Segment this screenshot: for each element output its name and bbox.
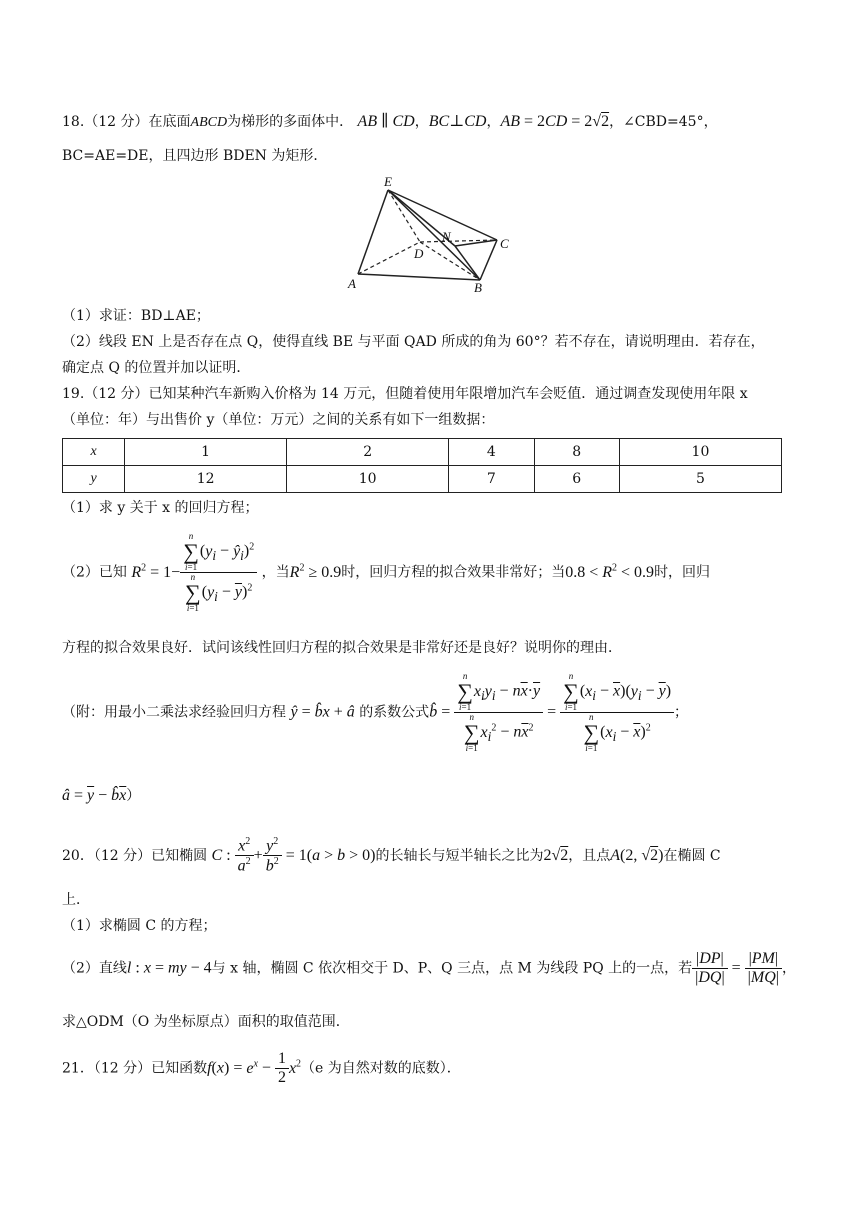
q20-part2: （2）直线l : x = my − 4与 x 轴，椭圆 C 依次相交于 D、P、Q 三点，点 M 为线段 PQ 上的一点，若 $\frac{|DP|}{|DQ|}$ = $\frac{|PM|}{|MQ|}$ ，: [62, 950, 796, 986]
q19-part2-line2: 方程的拟合效果良好．试问该线性回归方程的拟合效果是非常好还是良好？说明你的理由．: [62, 640, 622, 656]
data-table: [62, 438, 782, 493]
figure-label-n: N: [442, 229, 451, 244]
q20-line2: 上．: [62, 892, 90, 908]
q21-line1: 21．（12 分）已知函数$f(x) = e^x$ − $\frac{1}{2}$ $x^2(e$ 为自然对数的底数）．: [62, 1050, 461, 1086]
q19-part1: （1）求 y 关于 x 的回归方程；: [62, 500, 259, 516]
q19-note-last: â = $\overline{y}$ − $b̂\overline{x}$）: [62, 787, 141, 804]
figure-label-a: A: [348, 276, 356, 291]
q18-line1: 18.（12 分）在底面ABCD为梯形的多面体中． AB ∥ CD，BC⊥CD，AB = 2CD = 2√2，∠CBD=45°，: [62, 113, 718, 130]
q18-part2a: （2）线段 EN 上是否存在点 Q，使得直线 BE 与平面 QAD 所成的角为 60°？若不存在，请说明理由．若存在，: [62, 334, 765, 350]
q19-note: （附：用最小二乘法求经验回归方程 ŷ = b̂x + â 的系数公式b̂ = n ∑ $i=1x_iy_i - n\overline{x}\cdot\overline{y}$ n ∑ $i=1x_i^2 - n\overline{x}^2$ = n ∑ $i=1(x_i - \overline{x})(y_i - \overline{y})$ n ∑ $i=1(x_i - \overline{x})^2$ ；: [62, 671, 689, 753]
q20-line1: 20．（12 分）已知椭圆 C : $\frac{x^2}{a^2}$ + $\frac{y^2}{b^2}$ = 1(a > b > 0)的长轴长与短半轴长之比为2√2，且点A(2, √2)在椭圆 C: [62, 836, 721, 875]
q20-part1: （1）求椭圆 C 的方程；: [62, 918, 217, 934]
figure-label-d: D: [414, 246, 424, 261]
q18-line2: BC=AE=DE，且四边形 BDEN 为矩形．: [62, 148, 328, 164]
q20-part2-line2: 求△ODM（O 为坐标原点）面积的取值范围．: [62, 1014, 350, 1030]
table-row: y 12 10 7 6 5: [63, 466, 782, 493]
q18-part1: （1）求证：BD⊥AE；: [62, 308, 210, 324]
figure-label-c: C: [500, 236, 509, 251]
q19-line1: 19.（12 分）已知某种汽车新购入价格为 14 万元，但随着使用年限增加汽车会贬值．通过调查发现使用年限 x: [62, 386, 748, 402]
figure-label-e: E: [384, 176, 392, 189]
table-row: x 1 2 4 8 10: [63, 439, 782, 466]
figure-label-b: B: [474, 280, 482, 292]
q19-line2: （单位：年）与出售价 y（单位：万元）之间的关系有如下一组数据：: [62, 412, 495, 428]
polyhedron-figure: [340, 176, 520, 292]
q18-part2b: 确定点 Q 的位置并加以证明．: [62, 360, 251, 376]
q19-part2: （2）已知 $R^2 = 1-$ n ∑ $i=1(y_i$ − $ŷ_i)^2$ n ∑ $i=1(y_i - \overline{y})^2$ ，当$R^2 \ge 0.9$时，回归方程的拟合效果非常好；当$0.8 < R^2 < 0.9$时，回归: [62, 531, 711, 613]
